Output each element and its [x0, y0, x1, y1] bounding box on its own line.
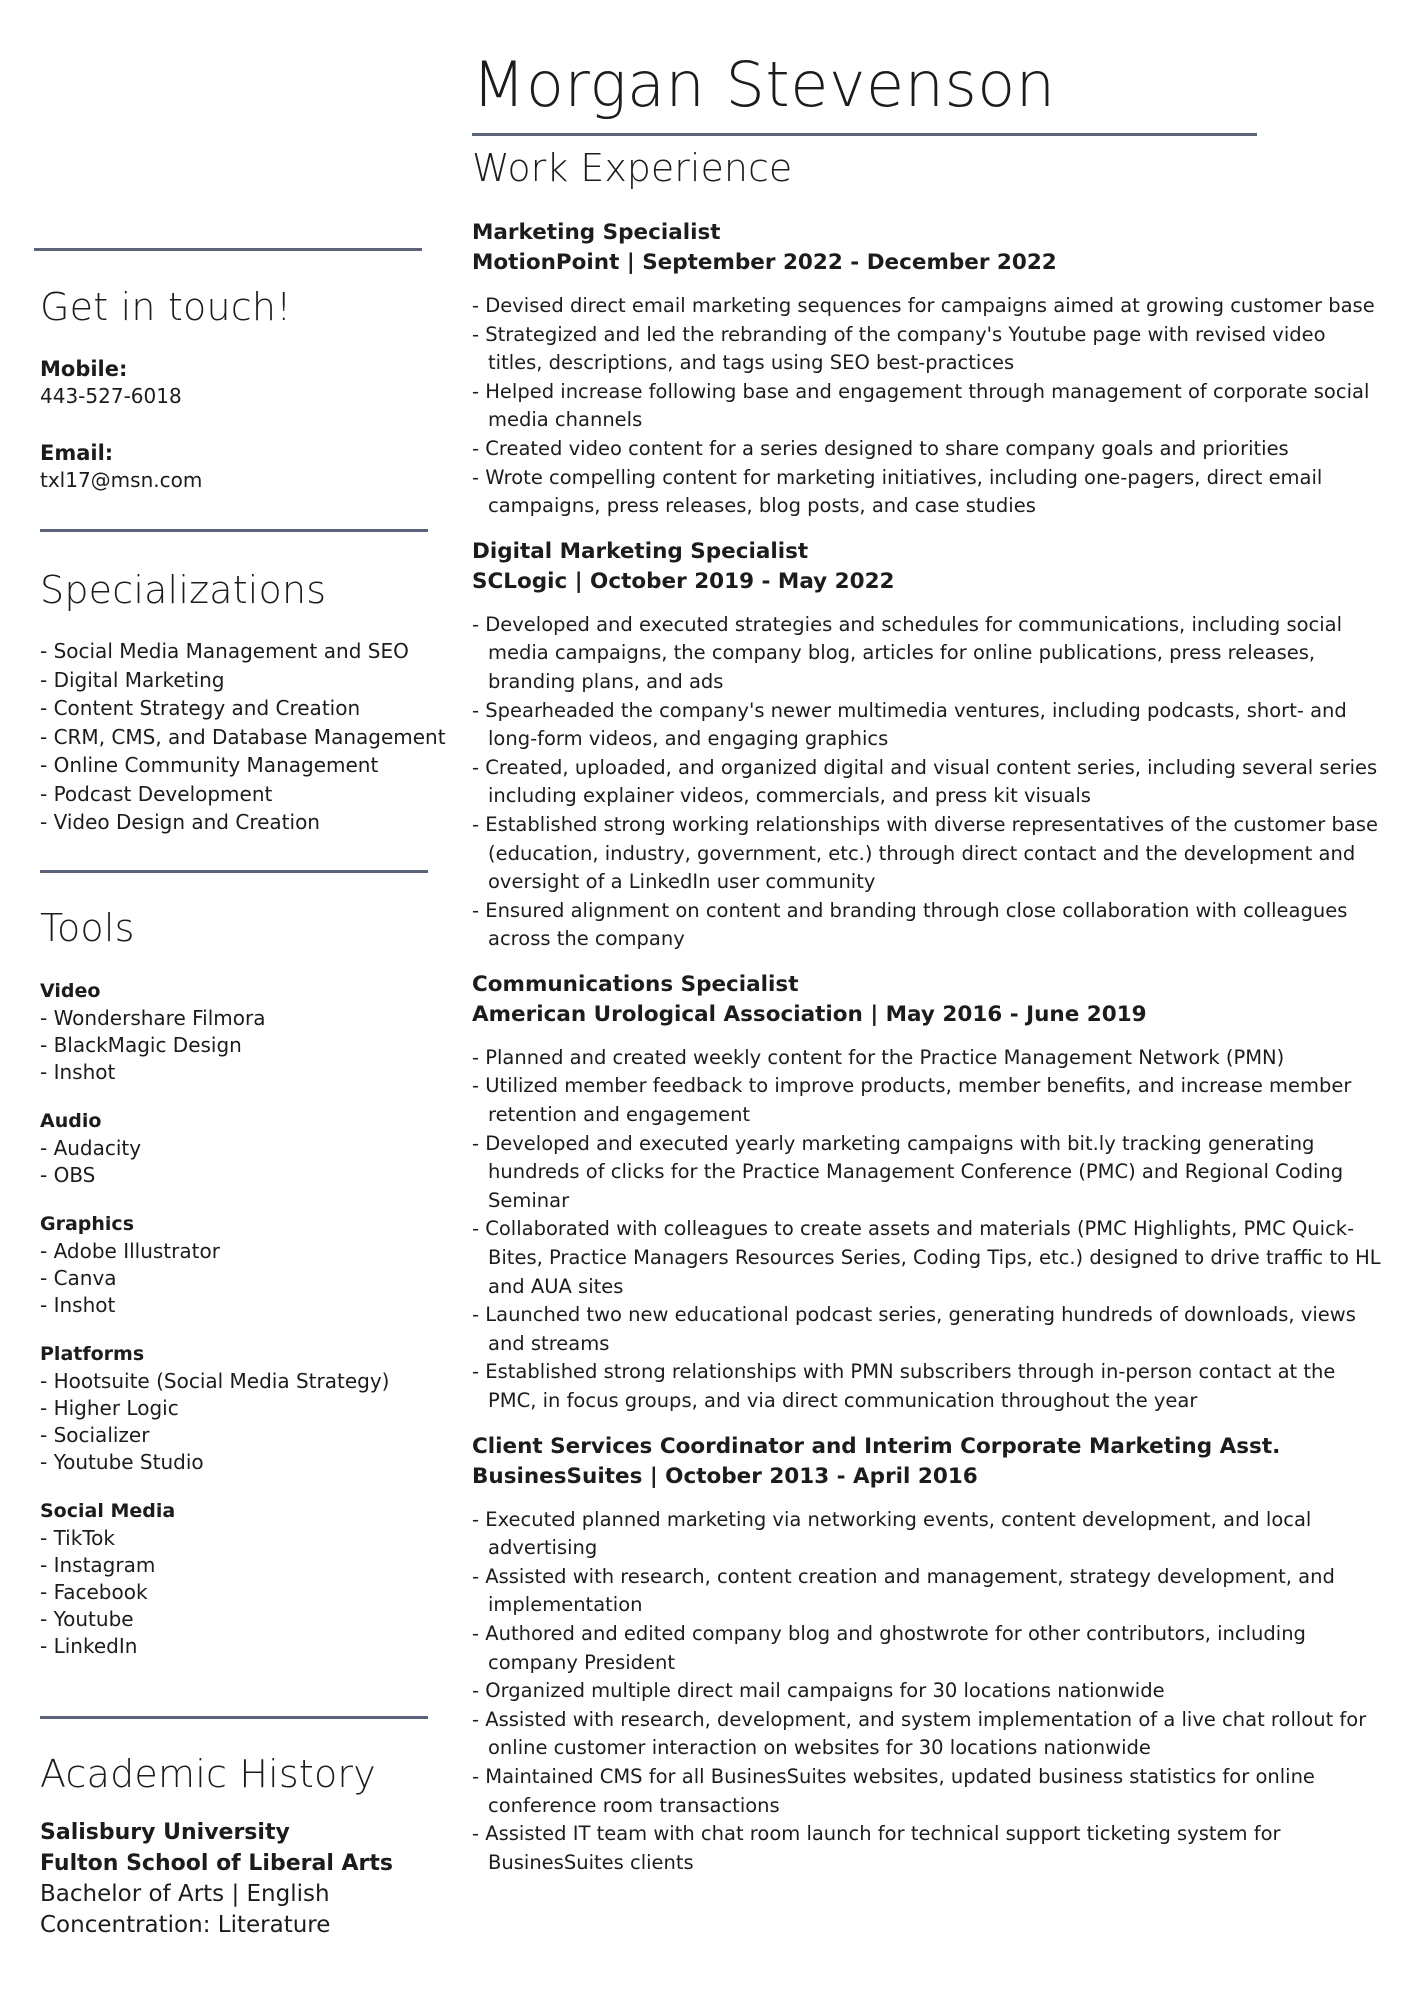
academic-heading: Academic History — [40, 1752, 376, 1796]
job-bullet: - Assisted IT team with chat room launch for technical support ticketing system for BusinesSuites clients — [472, 1820, 1382, 1877]
list-item: - Instagram — [40, 1553, 156, 1577]
job-entry — [472, 970, 1382, 1416]
job-bullet: - Developed and executed strategies and schedules for communications, including social media campaigns, the company blog, articles for online publications, press releases, branding plans, and ads — [472, 611, 1382, 697]
list-item: - OBS — [40, 1163, 96, 1187]
job-entry — [472, 218, 1382, 521]
job-bullet: - Organized multiple direct mail campaigns for 30 locations nationwide — [472, 1677, 1382, 1706]
list-item: - TikTok — [40, 1526, 115, 1550]
job-title: Communications Specialist — [472, 971, 799, 997]
job-bullet: - Planned and created weekly content for the Practice Management Network (PMN) — [472, 1044, 1382, 1073]
list-item: - BlackMagic Design — [40, 1033, 242, 1057]
job-bullet: - Launched two new educational podcast series, generating hundreds of downloads, views and streams — [472, 1301, 1382, 1358]
job-title: Marketing Specialist — [472, 220, 721, 245]
job-bullet: - Established strong relationships with PMN subscribers through in-person contact at the PMC, in focus groups, and via direct communication throughout the year — [472, 1358, 1382, 1415]
job-bullet: - Helped increase following base and engagement through management of corporate social media channels — [472, 378, 1382, 435]
tool-group-platforms — [40, 1341, 435, 1476]
list-item: - Inshot — [40, 1060, 116, 1084]
list-item: - Socializer — [40, 1423, 150, 1447]
list-item: - Online Community Management — [40, 753, 379, 777]
job-title: Digital Marketing Specialist — [472, 538, 809, 564]
list-item: - Youtube — [40, 1607, 134, 1631]
job-title: Client Services Coordinator and Interim Corporate Marketing Asst. — [472, 1433, 1281, 1459]
tool-group-social-media — [40, 1498, 435, 1660]
job-bullet: - Collaborated with colleagues to create assets and materials (PMC Highlights, PMC Quick-Bites, Practice Managers Resources Series, Coding Tips, etc.) designed to drive traffic to HL and AUA sites — [472, 1215, 1382, 1301]
college-name: Fulton School of Liberal Arts — [40, 1851, 394, 1876]
work-experience-list — [472, 218, 1382, 1893]
tool-group-title: Graphics — [40, 1213, 134, 1235]
tool-group-title: Social Media — [40, 1500, 176, 1522]
job-bullet: - Utilized member feedback to improve products, member benefits, and increase member retention and engagement — [472, 1072, 1382, 1129]
job-bullet: - Wrote compelling content for marketing initiatives, including one-pagers, direct email campaigns, press releases, blog posts, and case studies — [472, 464, 1382, 521]
tool-group-graphics — [40, 1211, 435, 1319]
job-bullet: - Established strong working relationships with diverse representatives of the customer base (education, industry, government, etc.) through direct contact and the development and oversight of a LinkedIn user community — [472, 811, 1382, 897]
list-item: - Content Strategy and Creation — [40, 696, 361, 720]
list-item: - Digital Marketing — [40, 667, 225, 692]
tool-group-title: Audio — [40, 1110, 102, 1132]
tools-heading: Tools — [40, 906, 135, 950]
job-bullet: - Created, uploaded, and organized digital and visual content series, including several series including explainer videos, commercials, and press kit visuals — [472, 754, 1382, 811]
tool-group-title: Video — [40, 980, 101, 1002]
list-item: - Youtube Studio — [40, 1450, 204, 1474]
specializations-divider — [40, 529, 428, 532]
job-bullet: - Strategized and led the rebranding of the company's Youtube page with revised video titles, descriptions, and tags using SEO best-practices — [472, 321, 1382, 378]
mobile-value: 443-527-6018 — [40, 384, 182, 408]
email-value: txl17@msn.com — [40, 468, 203, 492]
school-name: Salisbury University — [40, 1820, 290, 1845]
list-item: - Inshot — [40, 1293, 116, 1317]
mobile-label: Mobile: — [40, 357, 128, 381]
contact-divider — [34, 248, 422, 251]
list-item: - Facebook — [40, 1580, 148, 1604]
job-bullet: - Executed planned marketing via networking events, content development, and local advertising — [472, 1506, 1382, 1563]
job-bullet: - Maintained CMS for all BusinesSuites websites, updated business statistics for online conference room transactions — [472, 1763, 1382, 1820]
job-bullet: - Spearheaded the company's newer multimedia ventures, including podcasts, short- and long-form videos, and engaging graphics — [472, 697, 1382, 754]
tool-group-video — [40, 978, 435, 1086]
list-item: - CRM, CMS, and Database Management — [40, 724, 446, 749]
education-details — [40, 1817, 435, 1941]
list-item: - Hootsuite (Social Media Strategy) — [40, 1369, 390, 1393]
tool-group-title: Platforms — [40, 1343, 145, 1365]
name-divider — [472, 133, 1257, 136]
list-item: - Video Design and Creation — [40, 810, 320, 834]
job-meta: SCLogic | October 2019 - May 2022 — [472, 568, 895, 594]
job-bullet: - Authored and edited company blog and ghostwrote for other contributors, including company President — [472, 1620, 1382, 1677]
specializations-heading: Specializations — [40, 568, 327, 612]
job-bullet: - Ensured alignment on content and branding through close collaboration with colleagues across the company — [472, 897, 1382, 954]
list-item: - Wondershare Filmora — [40, 1006, 266, 1030]
job-bullet: - Assisted with research, development, and system implementation of a live chat rollout for online customer interaction on websites for 30 locations nationwide — [472, 1706, 1382, 1763]
job-meta: MotionPoint | September 2022 - December 2022 — [472, 250, 1057, 275]
work-experience-heading: Work Experience — [472, 146, 793, 190]
list-item: - Adobe Illustrator — [40, 1239, 220, 1263]
job-bullet: - Assisted with research, content creation and management, strategy development, and implementation — [472, 1563, 1382, 1620]
tools-groups — [40, 978, 435, 1682]
job-meta: BusinesSuites | October 2013 - April 2016 — [472, 1463, 978, 1489]
list-item: - Audacity — [40, 1136, 142, 1160]
candidate-name: Morgan Stevenson — [472, 48, 1056, 121]
contact-heading: Get in touch! — [40, 285, 292, 329]
tool-group-audio — [40, 1108, 435, 1189]
email-label: Email: — [40, 441, 114, 465]
job-entry — [472, 1432, 1382, 1878]
list-item: - Podcast Development — [40, 781, 273, 806]
job-entry — [472, 537, 1382, 954]
list-item: - Canva — [40, 1266, 117, 1290]
degree: Bachelor of Arts | English — [40, 1881, 330, 1907]
job-bullet: - Developed and executed yearly marketing campaigns with bit.ly tracking generating hundreds of clicks for the Practice Management Conference (PMC) and Regional Coding Seminar — [472, 1130, 1382, 1216]
job-bullet: - Devised direct email marketing sequences for campaigns aimed at growing customer base — [472, 292, 1382, 321]
academic-divider — [40, 1716, 428, 1719]
job-bullet: - Created video content for a series designed to share company goals and priorities — [472, 435, 1382, 464]
list-item: - Social Media Management and SEO — [40, 639, 409, 663]
list-item: - LinkedIn — [40, 1634, 138, 1658]
list-item: - Higher Logic — [40, 1396, 179, 1420]
specializations-list — [40, 637, 446, 837]
concentration: Concentration: Literature — [40, 1912, 331, 1938]
contact-details — [40, 356, 435, 494]
tools-divider — [40, 870, 428, 873]
job-meta: American Urological Association | May 2016 - June 2019 — [472, 1001, 1147, 1027]
